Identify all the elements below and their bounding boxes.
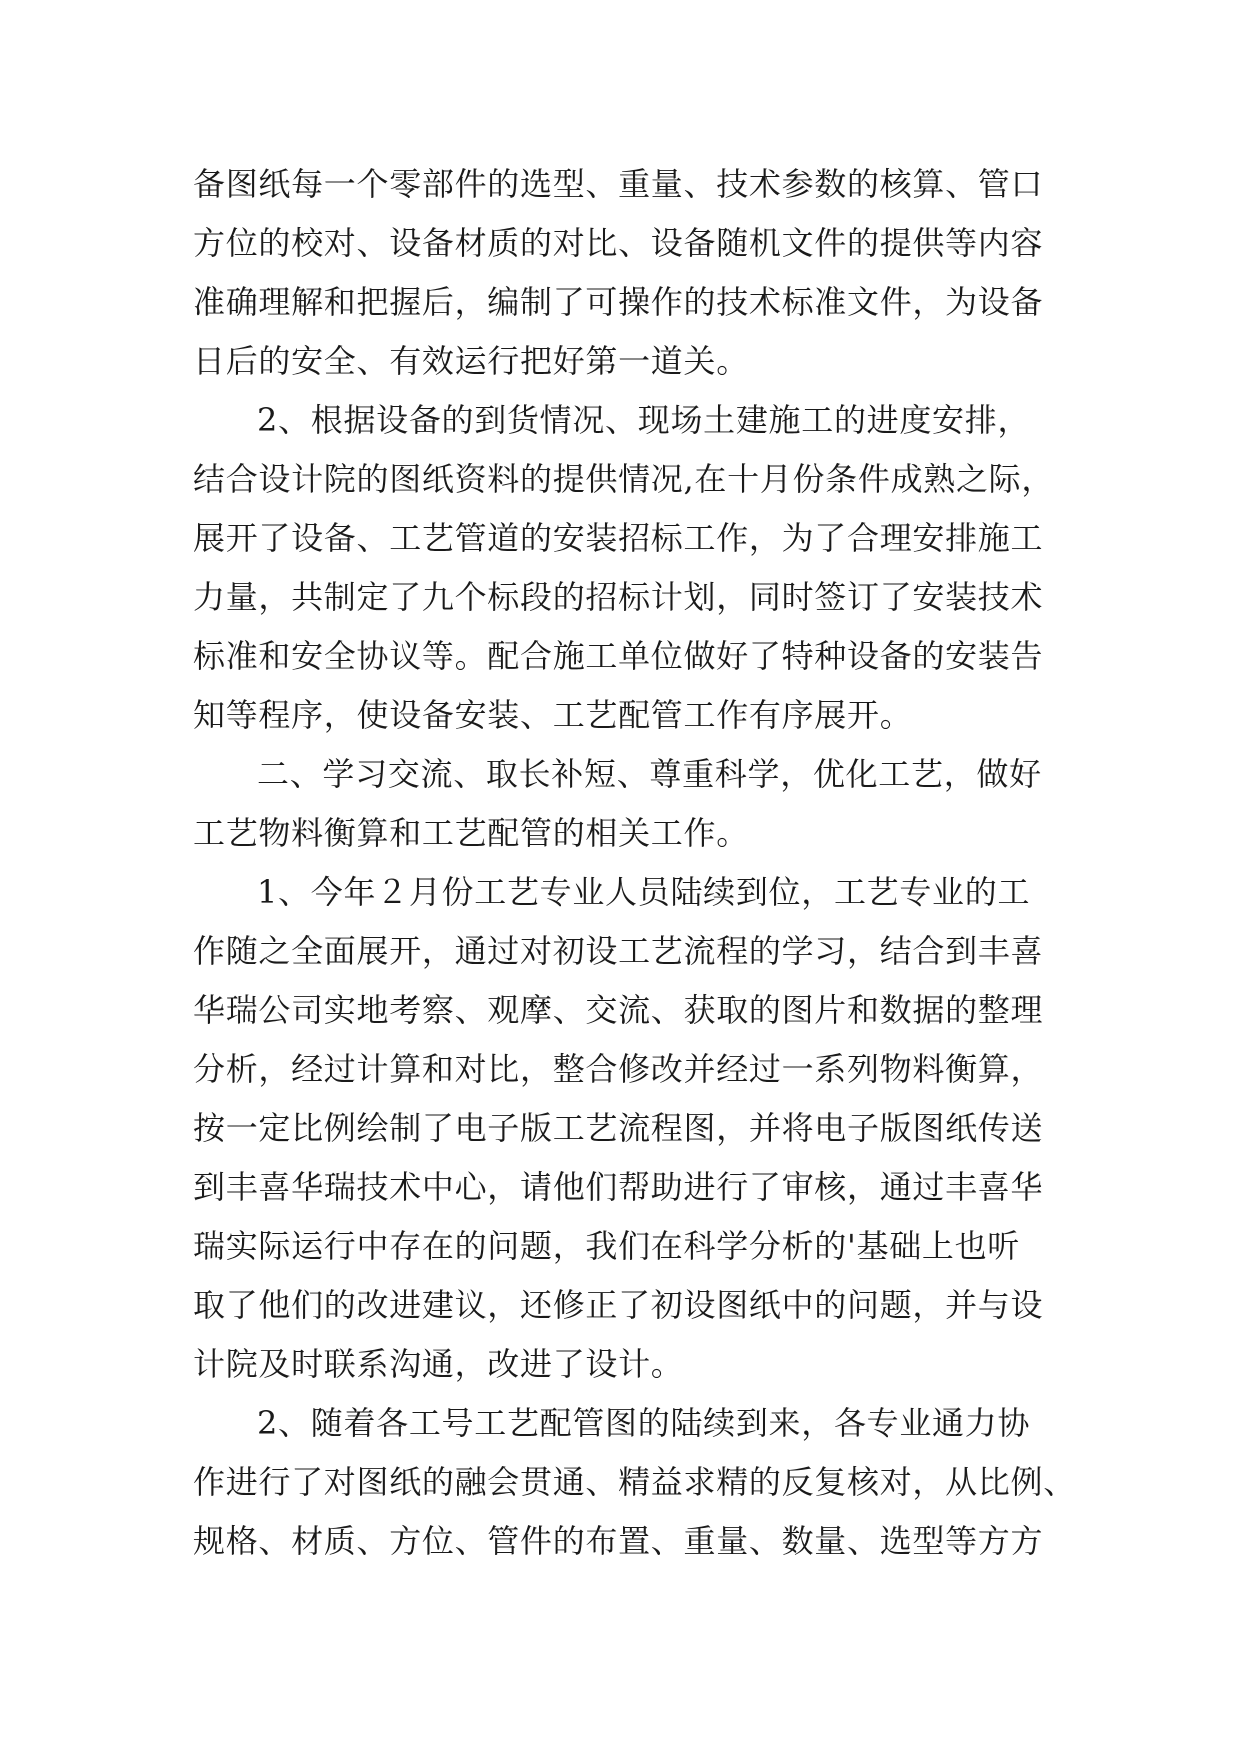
text-line: 到丰喜华瑞技术中心，请他们帮助进行了审核，通过丰喜华	[193, 1168, 1044, 1206]
text-line: 瑞实际运行中存在的问题，我们在科学分析的'基础上也听	[193, 1227, 1020, 1265]
paragraph-start-line: 2、根据设备的到货情况、现场土建施工的进度安排，	[257, 401, 1031, 439]
document-body	[193, 155, 1076, 1571]
text-line: 分析，经过计算和对比，整合修改并经过一系列物料衡算，	[193, 1050, 1044, 1088]
paragraph-start-line: 1、今年２月份工艺专业人员陆续到位，工艺专业的工	[257, 873, 1031, 911]
paragraph-start-line: 2、随着各工号工艺配管图的陆续到来，各专业通力协	[257, 1404, 1031, 1442]
text-line: 方位的校对、设备材质的对比、设备随机文件的提供等内容	[193, 224, 1044, 262]
text-line: 力量，共制定了九个标段的招标计划，同时签订了安装技术	[193, 578, 1044, 616]
text-line: 备图纸每一个零部件的选型、重量、技术参数的核算、管口	[193, 165, 1044, 203]
text-line: 按一定比例绘制了电子版工艺流程图，并将电子版图纸传送	[193, 1109, 1044, 1147]
text-line: 准确理解和把握后，编制了可操作的技术标准文件，为设备	[193, 283, 1044, 321]
text-line: 华瑞公司实地考察、观摩、交流、获取的图片和数据的整理	[193, 991, 1044, 1029]
text-line: 取了他们的改进建议，还修正了初设图纸中的问题，并与设	[193, 1286, 1044, 1324]
text-line: 作随之全面展开，通过对初设工艺流程的学习，结合到丰喜	[193, 932, 1044, 970]
text-line: 规格、材质、方位、管件的布置、重量、数量、选型等方方	[193, 1522, 1044, 1560]
text-line: 标准和安全协议等。配合施工单位做好了特种设备的安装告	[193, 637, 1044, 675]
text-line: 结合设计院的图纸资料的提供情况,在十月份条件成熟之际，	[193, 460, 1055, 498]
text-line: 工艺物料衡算和工艺配管的相关工作。	[193, 814, 749, 852]
text-line: 日后的安全、有效运行把好第一道关。	[193, 342, 749, 380]
text-line: 展开了设备、工艺管道的安装招标工作，为了合理安排施工	[193, 519, 1044, 557]
text-line: 作进行了对图纸的融会贯通、精益求精的反复核对，从比例、	[193, 1463, 1076, 1501]
text-line: 知等程序，使设备安装、工艺配管工作有序展开。	[193, 696, 913, 734]
text-line: 计院及时联系沟通，改进了设计。	[193, 1345, 684, 1383]
section-heading-line: 二、学习交流、取长补短、尊重科学，优化工艺，做好	[257, 755, 1042, 793]
